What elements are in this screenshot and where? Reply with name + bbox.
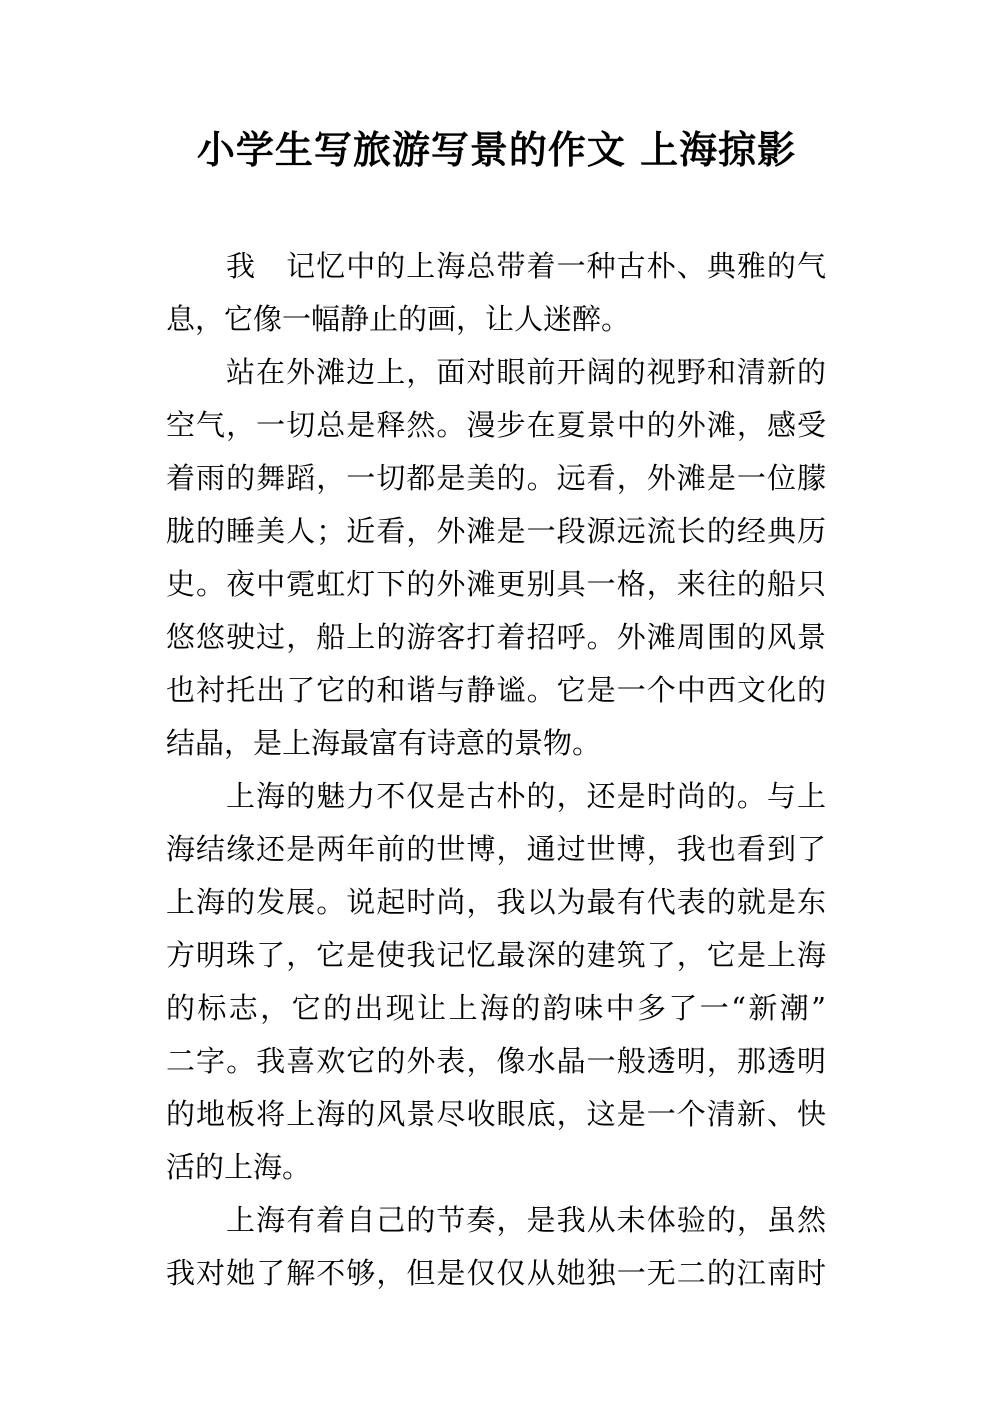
text-line: 空气，一切总是释然。漫步在夏景中的外滩，感受	[166, 408, 826, 442]
text-line: 方明珠了，它是使我记忆最深的建筑了，它是上海	[166, 938, 826, 972]
text-line: 结晶，是上海最富有诗意的景物。	[166, 726, 602, 760]
text-line: 也衬托出了它的和谐与静谧。它是一个中西文化的	[166, 673, 826, 707]
text-line: 二字。我喜欢它的外表，像水晶一般透明，那透明	[166, 1044, 826, 1078]
text-line: 上海有着自己的节奏，是我从未体验的，虽然	[226, 1203, 826, 1237]
text-line: 史。夜中霓虹灯下的外滩更别具一格，来往的船只	[166, 567, 826, 601]
text-line: 悠悠驶过，船上的游客打着招呼。外滩周围的风景	[166, 620, 826, 654]
text-line: 着雨的舞蹈，一切都是美的。远看，外滩是一位朦	[166, 461, 826, 495]
text-line: 的标志，它的出现让上海的韵味中多了一“新潮”	[166, 991, 826, 1025]
text-line: 胧的睡美人；近看，外滩是一段源远流长的经典历	[166, 514, 826, 548]
text-line: 站在外滩边上，面对眼前开阔的视野和清新的	[226, 355, 826, 389]
text-line: 息，它像一幅静止的画，让人迷醉。	[166, 302, 631, 336]
text-line: 我 记忆中的上海总带着一种古朴、典雅的气	[226, 249, 826, 283]
document-title: 小学生写旅游写景的作文 上海掠影	[196, 128, 797, 172]
text-line: 上海的魅力不仅是古朴的，还是时尚的。与上	[226, 779, 826, 813]
text-line: 活的上海。	[166, 1150, 312, 1184]
text-line: 上海的发展。说起时尚，我以为最有代表的就是东	[166, 885, 826, 919]
text-line: 的地板将上海的风景尽收眼底，这是一个清新、快	[166, 1097, 826, 1131]
document-body	[166, 240, 826, 1300]
text-line: 海结缘还是两年前的世博，通过世博，我也看到了	[166, 832, 826, 866]
text-line: 我对她了解不够，但是仅仅从她独一无二的江南时	[166, 1256, 826, 1290]
